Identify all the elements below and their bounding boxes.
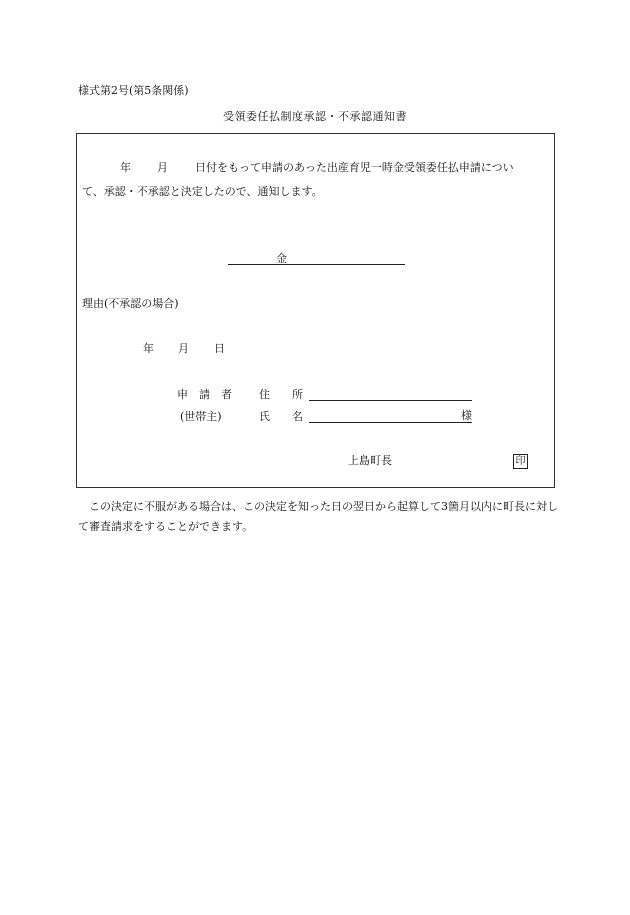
form-number: 様式第2号(第5条関係) bbox=[78, 84, 189, 97]
name-underline bbox=[309, 422, 472, 423]
appeal-footnote bbox=[78, 497, 558, 537]
document-title: 受領委任払制度承認・不承認通知書 bbox=[223, 110, 407, 123]
date-month-label: 月 bbox=[157, 161, 168, 174]
issuer-label: 上島町長 bbox=[348, 454, 392, 467]
address-label: 住 所 bbox=[259, 388, 303, 401]
name-label: 氏 名 bbox=[259, 410, 303, 423]
honorific-label: 様 bbox=[461, 409, 472, 422]
reason-label: 理由(不承認の場合) bbox=[82, 297, 179, 310]
applicant-label: 申 請 者 bbox=[177, 388, 232, 401]
householder-label: (世帯主) bbox=[180, 410, 222, 423]
issue-month-label: 月 bbox=[178, 342, 189, 355]
seal-mark: 印 bbox=[513, 454, 528, 469]
body-text-line1: 日付をもって申請のあった出産育児一時金受領委任払申請につい bbox=[195, 161, 514, 174]
body-text-line2: て、承認・不承認と決定したので、通知します。 bbox=[82, 185, 323, 198]
address-underline bbox=[309, 400, 472, 401]
amount-label: 金 bbox=[276, 252, 287, 265]
date-year-label: 年 bbox=[120, 161, 131, 174]
appeal-footnote-text: この決定に不服がある場合は、この決定を知った日の翌日から起算して3箇月以内に町長に対して審査請求をすることができます。 bbox=[78, 500, 558, 533]
amount-underline bbox=[228, 264, 405, 265]
issue-year-label: 年 bbox=[143, 342, 154, 355]
issue-day-label: 日 bbox=[214, 342, 225, 355]
